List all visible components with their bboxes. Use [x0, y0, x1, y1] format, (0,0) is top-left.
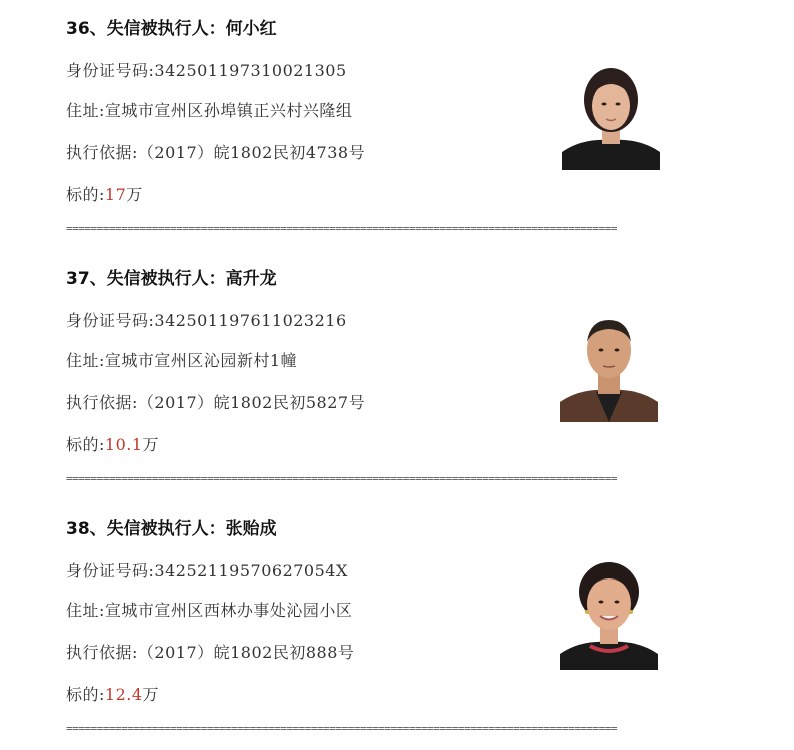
id-label: 身份证号码: — [66, 311, 155, 330]
entry-title: 36、失信被执行人：何小红 — [66, 19, 277, 39]
id-value: 342501197310021305 — [154, 61, 347, 80]
amount-unit: 万 — [142, 685, 160, 704]
address-label: 住址: — [66, 101, 105, 120]
id-value: 34252119570627054X — [154, 561, 348, 580]
basis-line — [66, 640, 354, 663]
id-number-line — [66, 308, 347, 331]
address-label: 住址: — [66, 351, 105, 370]
basis-value: （2017）皖1802民初4738号 — [137, 143, 366, 162]
id-number-line — [66, 558, 348, 581]
id-number-line — [66, 58, 347, 81]
woman-portrait-icon — [562, 52, 660, 170]
amount-line — [66, 182, 143, 205]
amount-value: 12.4 — [104, 685, 143, 704]
separator-line: ========================================================================================== — [66, 224, 618, 234]
id-label: 身份证号码: — [66, 61, 155, 80]
entry-37 — [0, 250, 794, 500]
portrait-photo — [560, 304, 658, 422]
address-value: 宣城市宣州区孙埠镇正兴村兴隆组 — [104, 101, 353, 120]
basis-label: 执行依据: — [66, 643, 138, 662]
address-value: 宣城市宣州区西林办事处沁园小区 — [104, 601, 353, 620]
portrait-photo — [562, 52, 660, 170]
entry-title: 37、失信被执行人：高升龙 — [66, 269, 277, 289]
address-label: 住址: — [66, 601, 105, 620]
address-line — [66, 98, 352, 121]
basis-line — [66, 390, 365, 413]
basis-value: （2017）皖1802民初888号 — [137, 643, 355, 662]
id-value: 342501197611023216 — [154, 311, 347, 330]
portrait-photo — [560, 552, 658, 670]
amount-line — [66, 432, 159, 455]
amount-label: 标的: — [66, 435, 105, 454]
amount-value: 17 — [104, 185, 127, 204]
amount-value: 10.1 — [104, 435, 143, 454]
woman-portrait-icon — [560, 552, 658, 670]
entry-title: 38、失信被执行人：张贻成 — [66, 519, 277, 539]
entry-38 — [0, 500, 794, 750]
address-value: 宣城市宣州区沁园新村1幢 — [104, 351, 298, 370]
amount-label: 标的: — [66, 185, 105, 204]
basis-value: （2017）皖1802民初5827号 — [137, 393, 366, 412]
amount-unit: 万 — [142, 435, 160, 454]
address-line — [66, 348, 297, 371]
separator-line: ========================================================================================== — [66, 724, 618, 734]
separator-line: ========================================================================================== — [66, 474, 618, 484]
man-portrait-icon — [560, 304, 658, 422]
amount-unit: 万 — [126, 185, 143, 204]
amount-label: 标的: — [66, 685, 105, 704]
basis-label: 执行依据: — [66, 393, 138, 412]
basis-label: 执行依据: — [66, 143, 138, 162]
id-label: 身份证号码: — [66, 561, 155, 580]
basis-line — [66, 140, 365, 163]
address-line — [66, 598, 352, 621]
entry-36 — [0, 0, 794, 250]
amount-line — [66, 682, 159, 705]
